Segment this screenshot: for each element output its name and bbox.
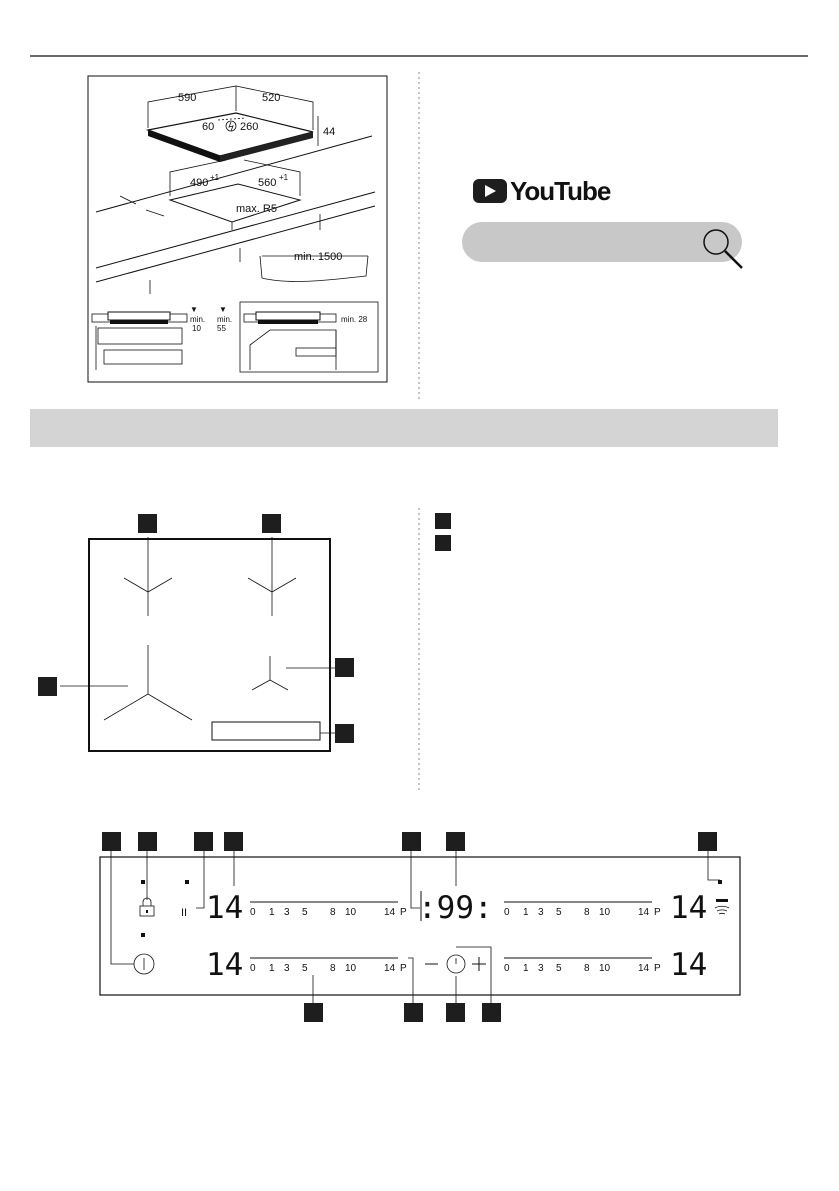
hob2hood-icon[interactable] <box>715 899 729 914</box>
timer-icon[interactable] <box>447 955 465 973</box>
hob-section-left <box>108 312 170 320</box>
leader-pause <box>196 851 204 908</box>
dim-60: 60 <box>202 121 215 133</box>
legend-marker <box>435 535 451 551</box>
marker <box>402 832 421 851</box>
cooking-zone-large-left <box>60 645 192 720</box>
scale-label: 3 <box>284 907 290 918</box>
display-rear-right: 14 <box>670 947 708 983</box>
scale-label: 5 <box>302 907 308 918</box>
scale-label: 1 <box>269 963 275 974</box>
control-panel <box>100 832 740 1022</box>
scale-label: 3 <box>538 907 544 918</box>
scale-label: 10 <box>599 963 611 974</box>
marker <box>224 832 243 851</box>
min-label-b: min. <box>217 315 233 324</box>
scale-label: 1 <box>523 907 529 918</box>
marker <box>138 514 157 533</box>
marker <box>194 832 213 851</box>
installation-figure <box>88 76 387 382</box>
gap-10: 10 <box>192 324 201 333</box>
youtube-logo-text: YouTube <box>510 176 611 206</box>
leader-p <box>408 958 413 1003</box>
power-scale-front-left[interactable] <box>250 902 407 918</box>
marker <box>698 832 717 851</box>
dim-560: 560 <box>258 177 277 189</box>
hob-section-right <box>256 312 320 320</box>
scale-label: 1 <box>269 907 275 918</box>
scale-label: 3 <box>284 963 290 974</box>
scale-label: 5 <box>302 963 308 974</box>
scale-label: 10 <box>345 907 357 918</box>
drawer-bottom <box>104 350 182 364</box>
marker <box>262 514 281 533</box>
cutout <box>170 184 300 222</box>
marker <box>304 1003 323 1022</box>
oven-body <box>250 330 336 370</box>
lock-indicator-dot <box>141 880 145 884</box>
dim-490: 490 <box>190 177 209 189</box>
scale-label: P <box>400 907 407 918</box>
lock-icon[interactable] <box>140 898 154 916</box>
scale-label: 5 <box>556 907 562 918</box>
cooking-zone-rear-right <box>248 537 296 616</box>
min-label-a: min. <box>190 315 206 324</box>
search-bar-background[interactable] <box>462 222 742 262</box>
dim-490-sup: +1 <box>210 173 220 182</box>
gap-arrow-b <box>146 210 164 216</box>
display-front-left: 14 <box>206 890 244 926</box>
scale-label: 3 <box>538 963 544 974</box>
scale-label: 0 <box>504 963 510 974</box>
power-scale-rear-left[interactable] <box>250 958 407 974</box>
hob-outline <box>89 539 330 751</box>
dim-44: 44 <box>323 126 336 138</box>
dim-min-28: min. 28 <box>341 315 368 324</box>
gap-55: 55 <box>217 324 226 333</box>
scale-label: 10 <box>599 907 611 918</box>
scale-label: 8 <box>330 963 336 974</box>
legend-marker <box>435 513 451 529</box>
scale-label: 8 <box>330 907 336 918</box>
scale-label: 14 <box>638 907 650 918</box>
dim-260: 260 <box>240 121 259 133</box>
power-scale-front-right[interactable] <box>504 902 661 918</box>
marker <box>446 1003 465 1022</box>
worktop-bottom-edge <box>96 206 375 282</box>
arrow-b-icon: ▼ <box>219 305 227 314</box>
display-front-right: 14 <box>670 890 708 926</box>
scale-label: 5 <box>556 963 562 974</box>
scale-label: P <box>400 963 407 974</box>
marker <box>335 658 354 677</box>
arrow-a-icon: ▼ <box>190 305 198 314</box>
scale-label: 0 <box>250 963 256 974</box>
scale-label: 14 <box>384 907 396 918</box>
marker <box>404 1003 423 1022</box>
leader-hob2hood <box>708 851 720 880</box>
pause-indicator-dot <box>185 880 189 884</box>
dim-radius: max. R5 <box>236 203 277 215</box>
scale-label: 8 <box>584 963 590 974</box>
scale-label: 14 <box>384 963 396 974</box>
marker <box>446 832 465 851</box>
youtube-block[interactable] <box>473 176 611 206</box>
scale-label: 1 <box>523 963 529 974</box>
marker <box>38 677 57 696</box>
oven-handle <box>296 348 336 356</box>
display-rear-left: 14 <box>206 947 244 983</box>
plus-button[interactable] <box>472 957 486 971</box>
scale-label: P <box>654 963 661 974</box>
hob-body-left <box>110 320 168 324</box>
leader-on-off <box>111 851 134 964</box>
hob-layout <box>38 514 354 751</box>
scale-label: 8 <box>584 907 590 918</box>
dim-560-sup: +1 <box>279 173 289 182</box>
control-panel-frame <box>100 857 740 995</box>
scale-label: 0 <box>504 907 510 918</box>
pause-icon[interactable]: II <box>181 907 188 919</box>
control-panel-area <box>212 722 320 740</box>
dim-590: 590 <box>178 92 197 104</box>
dim-520: 520 <box>262 92 281 104</box>
youtube-search-bar[interactable] <box>462 222 742 268</box>
scale-label: 10 <box>345 963 357 974</box>
marker <box>482 1003 501 1022</box>
section-banner <box>30 409 778 447</box>
dim-cable: min. 1500 <box>294 251 343 263</box>
scale-label: P <box>654 907 661 918</box>
power-scale-rear-right[interactable] <box>504 958 661 974</box>
scale-label: 14 <box>638 963 650 974</box>
scale-label: 0 <box>250 907 256 918</box>
hob2hood-indicator-dot <box>718 880 722 884</box>
cooking-zone-front-left <box>124 537 172 616</box>
timer-display: :99: <box>418 890 493 926</box>
marker <box>138 832 157 851</box>
marker <box>335 724 354 743</box>
drawer-top <box>98 328 182 344</box>
power-icon[interactable] <box>134 954 154 974</box>
marker <box>102 832 121 851</box>
on-off-indicator-dot <box>141 933 145 937</box>
hob-body-right <box>258 320 318 324</box>
